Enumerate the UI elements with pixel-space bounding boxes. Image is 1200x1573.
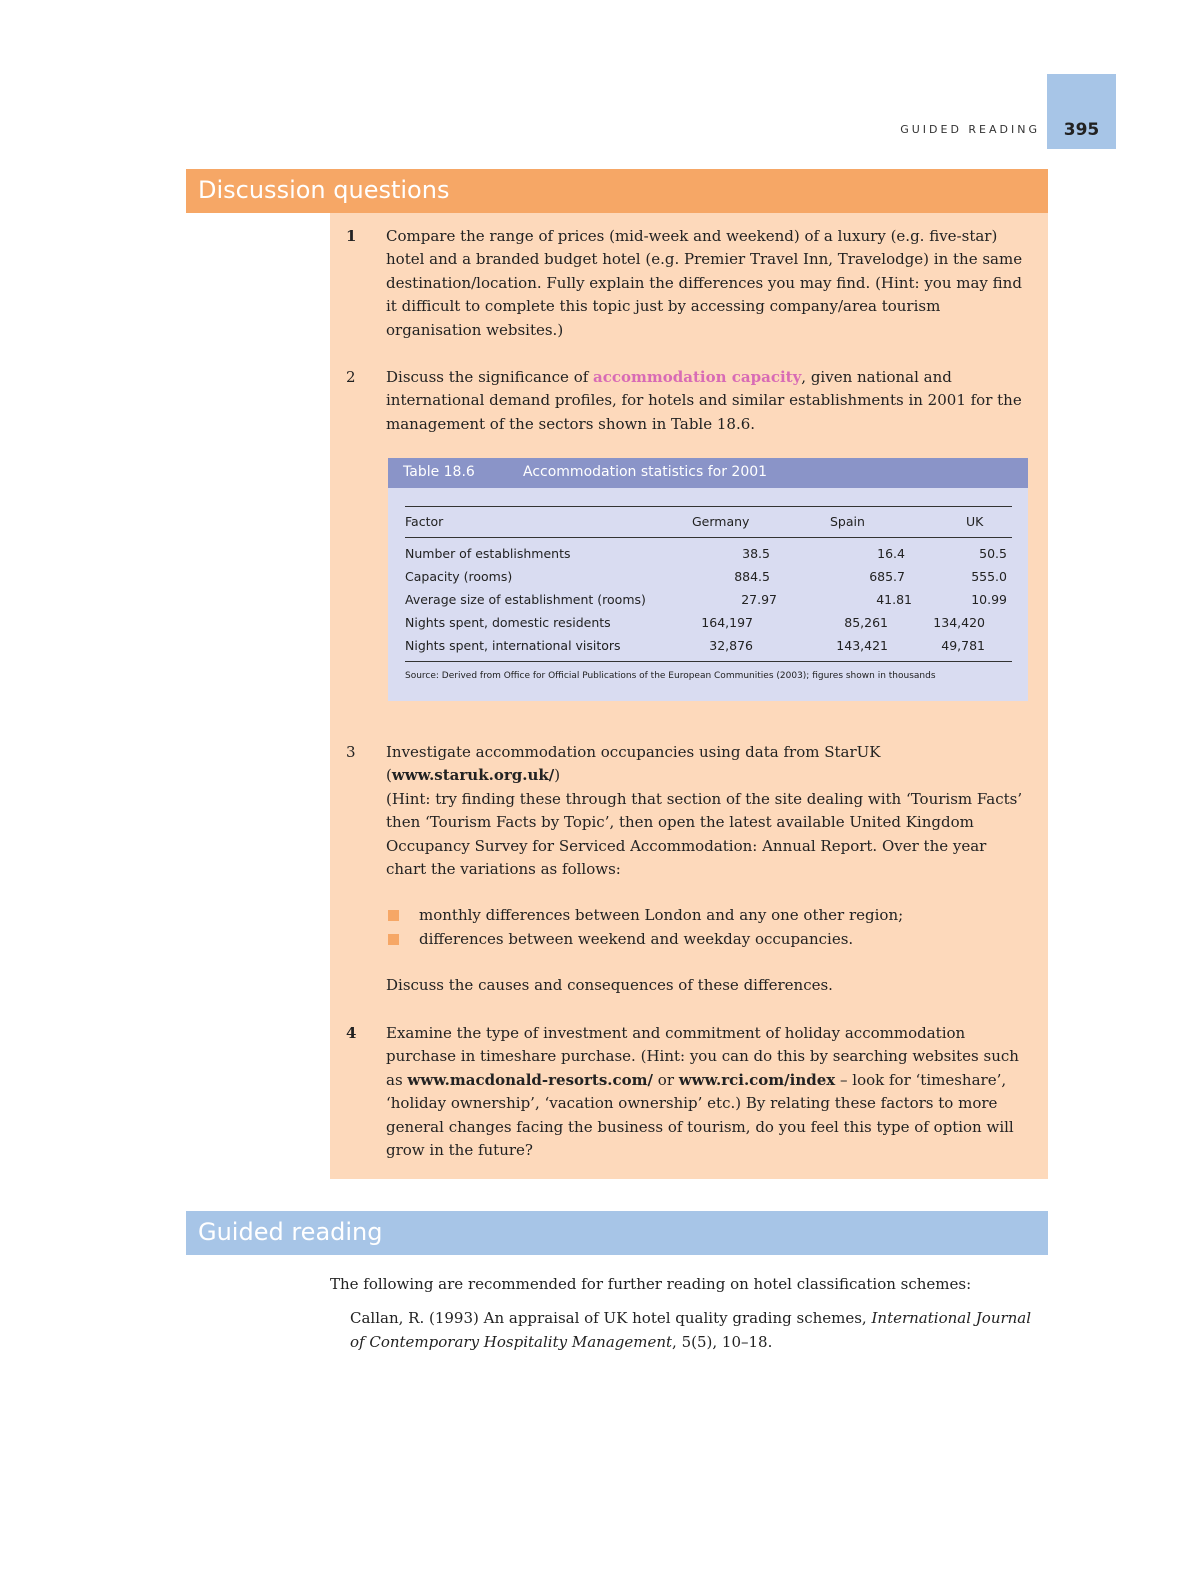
question-4: [346, 1022, 1026, 1162]
question-text: Discuss the causes and consequences of these differences.: [386, 976, 833, 994]
table-row: [405, 611, 1012, 634]
table-title: Accommodation statistics for 2001: [523, 464, 768, 480]
bullet-item: [388, 904, 903, 927]
bullet-square-icon: [388, 934, 399, 945]
guided-reading-intro: The following are recommended for further reading on hotel classification schemes:: [330, 1275, 972, 1293]
question-hint: (Hint: try finding these through that section of the site dealing with ‘Tourism Facts’ then ‘Tourism Facts by Topic’, then open the latest available United Kingdom Occupancy Survey for Serviced Accommodation: Annual Report. Over the year chart the variations as follows:: [386, 789, 1023, 879]
table-cell: Nights spent, domestic residents: [405, 615, 611, 630]
page-number: 395: [1063, 120, 1100, 140]
table-source-note: Source: Derived from Office for Official Publications of the European Communities (2003); figures shown in thousands: [405, 661, 1012, 681]
question-text: [386, 741, 1026, 881]
table-cell: 884.5: [734, 569, 770, 584]
table-cell: 49,781: [941, 638, 985, 653]
table-cell: Nights spent, international visitors: [405, 638, 621, 653]
table-row: [405, 542, 1012, 565]
guided-reading-title: Guided reading: [198, 1218, 383, 1246]
table-cell: Number of establishments: [405, 546, 571, 561]
macdonald-link[interactable]: www.macdonald-resorts.com/: [407, 1070, 654, 1089]
question-text-part: – look for ‘timeshare’, ‘holiday ownership’, ‘vacation ownership’ etc.) By relating these factors to more general changes facing the business of tourism, do you feel this type of option will grow in the future?: [386, 1070, 1014, 1160]
bullet-text: monthly differences between London and any one other region;: [419, 906, 904, 924]
question-text: Compare the range of prices (mid-week and weekend) of a luxury (e.g. five-star) hotel and a branded budget hotel (e.g. Premier Travel Inn, Travelodge) in the same destination/location. Fully explain the differences you may find. (Hint: you may find it difficult to complete this topic just by accessing company/area tourism organisation websites.): [386, 227, 1023, 339]
table-cell: 134,420: [933, 615, 985, 630]
question-url-line: [386, 764, 1026, 787]
table-cell: 50.5: [979, 546, 1007, 561]
question-number: 1: [346, 227, 357, 245]
rci-link[interactable]: www.rci.com/index: [678, 1070, 836, 1089]
table-cell: 164,197: [701, 615, 753, 630]
question-3: [346, 741, 1026, 881]
question-text: [386, 1022, 1026, 1162]
bullet-item: [388, 928, 853, 951]
table-cell: 32,876: [709, 638, 753, 653]
table-grid: [405, 506, 1012, 681]
question-text-part: or: [653, 1070, 679, 1089]
table-row: [405, 634, 1012, 657]
table-column-headers: [405, 506, 1012, 538]
table-cell: 555.0: [971, 569, 1007, 584]
question-text-part: Discuss the significance of: [386, 368, 594, 386]
reference-author: Callan, R. (1993) An appraisal of UK hotel quality grading schemes,: [350, 1309, 872, 1327]
table-cell: 16.4: [877, 546, 905, 561]
table-label: Table 18.6: [403, 464, 475, 480]
table-18-6: [388, 458, 1028, 701]
column-header: Spain: [830, 514, 865, 529]
column-header: Germany: [692, 514, 750, 529]
running-head: GUIDED READING: [900, 123, 1040, 136]
table-cell: 143,421: [836, 638, 888, 653]
table-row: [405, 588, 1012, 611]
reference-entry: [350, 1306, 1050, 1354]
column-header: UK: [966, 514, 984, 529]
bullet-text: differences between weekend and weekday occupancies.: [419, 930, 854, 948]
question-text-line: Investigate accommodation occupancies using data from StarUK: [386, 743, 881, 761]
question-number: 3: [346, 743, 356, 761]
question-number: 2: [346, 368, 356, 386]
table-cell: 685.7: [869, 569, 905, 584]
table-header-bar: [388, 458, 1028, 488]
question-text: [386, 366, 1026, 436]
paren: ): [554, 766, 561, 785]
question-1: [346, 225, 1026, 342]
column-header: Factor: [405, 514, 444, 529]
table-cell: Capacity (rooms): [405, 569, 513, 584]
question-2: [346, 366, 1026, 436]
table-row: [405, 565, 1012, 588]
table-cell: 41.81: [876, 592, 912, 607]
reference-journal: International Journal of Contemporary Hospitality Management: [350, 1309, 1032, 1351]
question-3-closing: [346, 974, 1026, 997]
table-cell: 85,261: [844, 615, 888, 630]
question-text-part: Examine the type of investment and commitment of holiday accommodation purchase in timeshare purchase. (Hint: you can do this by searching websites such as: [386, 1024, 1019, 1089]
table-cell: 27.97: [741, 592, 777, 607]
reference-tail: , 5(5), 10–18.: [672, 1333, 773, 1351]
staruk-link[interactable]: www.staruk.org.uk/: [391, 766, 555, 785]
discussion-title: Discussion questions: [198, 176, 450, 204]
bullet-square-icon: [388, 910, 399, 921]
question-text-part: , given national and international demand profiles, for hotels and similar establishments in 2001 for the management of the sectors shown in Table 18.6.: [386, 368, 1022, 433]
table-cell: 38.5: [742, 546, 770, 561]
question-number: 4: [346, 1024, 357, 1042]
table-cell: 10.99: [971, 592, 1007, 607]
paren: (: [386, 766, 392, 785]
table-cell: Average size of establishment (rooms): [405, 592, 646, 607]
highlighted-term: accommodation capacity: [593, 368, 802, 386]
